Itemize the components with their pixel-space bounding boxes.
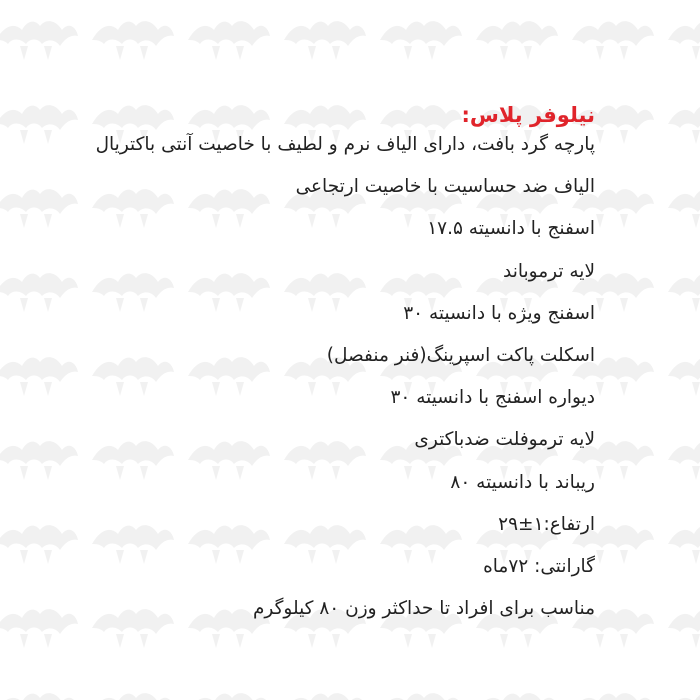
feature-warranty: گارانتی: ۷۲ماه (483, 555, 595, 577)
feature-list (35, 130, 595, 636)
product-description (35, 100, 595, 636)
feature-pocket-spring: اسکلت پاکت اسپرینگ(فنر منفصل) (326, 344, 595, 366)
feature-thermofelt-layer: لایه ترموفلت ضدباکتری (414, 429, 595, 451)
feature-fibers: الیاف ضد حساسیت با خاصیت ارتجاعی (295, 176, 595, 198)
feature-foam-wall: دیواره اسفنج با دانسیته ۳۰ (390, 387, 595, 409)
feature-special-foam: اسفنج ویژه با دانسیته ۳۰ (403, 302, 595, 324)
feature-fabric: پارچه گرد بافت، دارای الیاف نرم و لطیف با خاصیت آنتی باکتریال (95, 134, 595, 155)
feature-foam-17: اسفنج با دانسیته ۱۷.۵ (427, 218, 595, 240)
feature-rebond: ریباند با دانسیته ۸۰ (450, 471, 595, 493)
product-title: نیلوفر پلاس: (461, 103, 595, 127)
feature-height: ارتفاع:۱±۲۹ (498, 513, 595, 535)
feature-max-weight: مناسب برای افراد تا حداکثر وزن ۸۰ کیلوگرم (252, 598, 595, 620)
feature-thermobond-layer: لایه ترموباند (503, 260, 595, 282)
